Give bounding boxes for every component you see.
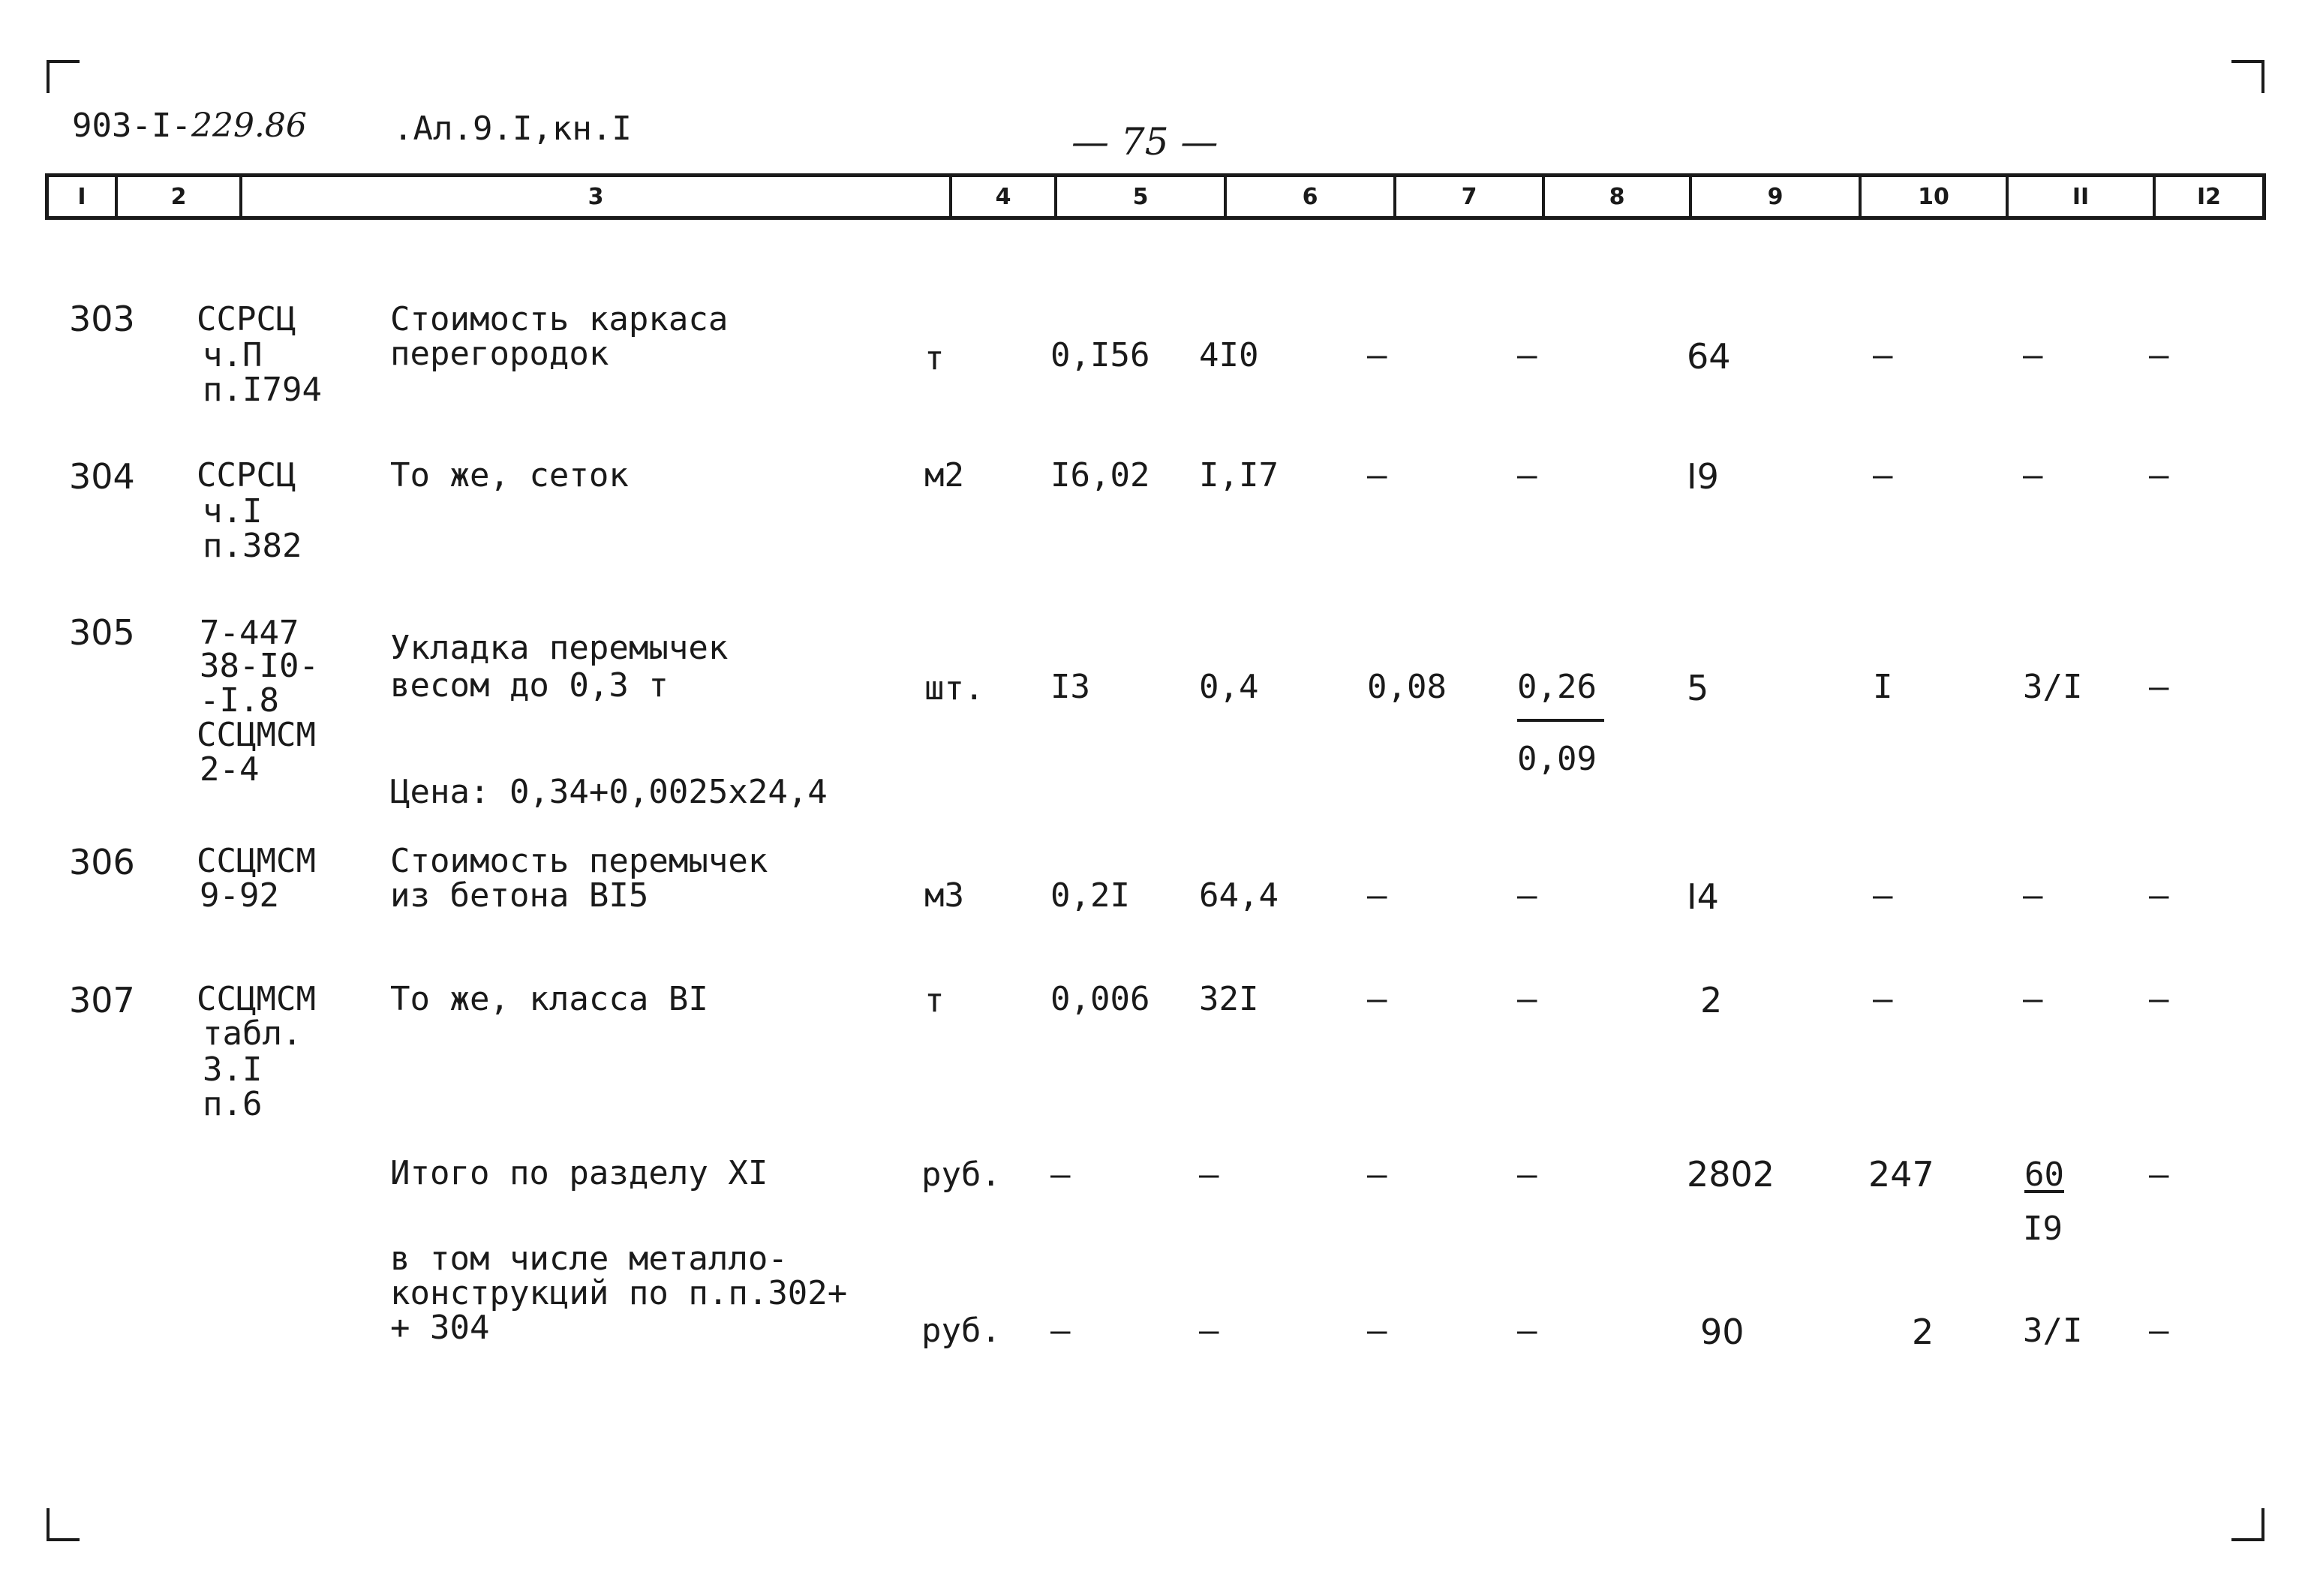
cell-col8: 0,26 xyxy=(1517,668,1597,706)
cell-col9: 64 xyxy=(1687,336,1731,377)
row-number: 305 xyxy=(69,612,135,653)
description-line: весом до 0,3 т xyxy=(390,666,669,705)
norm-code-line: ССЦМСМ xyxy=(197,716,316,754)
cell-col6: – xyxy=(1199,1156,1219,1194)
cell-col5: – xyxy=(1050,1156,1071,1194)
subtotal-label-line: + 304 xyxy=(390,1309,490,1347)
cell-col10: – xyxy=(1873,456,1893,494)
cell-col6: 32I xyxy=(1199,980,1259,1018)
cell-col10: – xyxy=(1873,336,1893,374)
norm-code-line: ч.I xyxy=(203,492,263,530)
norm-code-line: п.I794 xyxy=(203,371,322,409)
cell-col5: I6,02 xyxy=(1050,456,1150,494)
cell-col7: – xyxy=(1367,1312,1387,1350)
description-line: Стоимость каркаса xyxy=(390,300,729,338)
corner-mark-bottom-left xyxy=(47,1508,80,1541)
cell-col11: – xyxy=(2023,876,2043,915)
cell-col10: 247 xyxy=(1868,1154,1934,1195)
cell-col7: – xyxy=(1367,1156,1387,1194)
cell-col7: 0,08 xyxy=(1367,668,1447,706)
cell-col12: – xyxy=(2149,980,2169,1018)
cell-col8: – xyxy=(1517,876,1537,915)
row-number: 304 xyxy=(69,456,135,497)
description-line: То же, сеток xyxy=(390,456,629,494)
column-number: I xyxy=(77,183,86,210)
cell-col9: 2 xyxy=(1700,980,1723,1020)
cell-col9: I4 xyxy=(1687,876,1719,917)
column-number: 6 xyxy=(1224,177,1393,216)
price-note: Цена: 0,34+0,0025х24,4 xyxy=(390,773,828,811)
cell-col6: 64,4 xyxy=(1199,876,1279,915)
norm-code-line: -I.8 xyxy=(200,681,279,720)
cell-col5: 0,2I xyxy=(1050,876,1130,915)
cell-col7: – xyxy=(1367,336,1387,374)
total-label: Итого по разделу XI xyxy=(390,1154,768,1192)
corner-mark-top-left xyxy=(47,60,80,93)
description-line: Укладка перемычек xyxy=(390,629,729,667)
unit: м2 xyxy=(924,456,964,494)
corner-mark-top-right xyxy=(2231,60,2264,93)
unit: шт. xyxy=(924,669,984,708)
column-number: 8 xyxy=(1542,177,1689,216)
unit: руб. xyxy=(921,1156,1001,1194)
fraction-line xyxy=(1517,719,1604,722)
norm-code-line: ССРСЦ xyxy=(197,456,296,494)
unit: т xyxy=(924,981,945,1020)
column-number: 10 xyxy=(1859,177,2006,216)
norm-code-line: 2-4 xyxy=(200,750,260,789)
column-number: 7 xyxy=(1393,177,1542,216)
cell-col6: I,I7 xyxy=(1199,456,1279,494)
cell-col6: 4I0 xyxy=(1199,336,1259,374)
cell-col5: I3 xyxy=(1050,668,1090,706)
row-number: 306 xyxy=(69,842,135,882)
column-number: I2 xyxy=(2153,177,2262,216)
cell-col12: – xyxy=(2149,1156,2169,1194)
cell-col12: – xyxy=(2149,1312,2169,1350)
cell-col8: – xyxy=(1517,456,1537,494)
cell-col11: – xyxy=(2023,980,2043,1018)
cell-col11: 3/I xyxy=(2023,668,2083,706)
cell-col5: 0,006 xyxy=(1050,980,1150,1018)
norm-code-line: 38-I0- xyxy=(200,647,319,685)
description-line: Стоимость перемычек xyxy=(390,842,768,880)
description-line: То же, класса ВI xyxy=(390,980,708,1018)
cell-col11: 3/I xyxy=(2023,1312,2083,1350)
norm-code-line: табл. xyxy=(203,1014,302,1053)
column-number: II xyxy=(2006,177,2153,216)
cell-col6: – xyxy=(1199,1312,1219,1350)
cell-col12: – xyxy=(2149,456,2169,494)
norm-code-line: 3.I xyxy=(203,1050,263,1089)
cell-col5: – xyxy=(1050,1312,1071,1350)
cell-col7: – xyxy=(1367,456,1387,494)
subtotal-label-line: в том числе металло- xyxy=(390,1240,788,1278)
norm-code-line: ССЦМСМ xyxy=(197,842,316,880)
column-number: 3 xyxy=(239,177,949,216)
cell-col12: – xyxy=(2149,336,2169,374)
cell-col11: – xyxy=(2023,456,2043,494)
cell-col8-below: 0,09 xyxy=(1517,740,1597,778)
column-number: 9 xyxy=(1689,177,1859,216)
row-number: 303 xyxy=(69,299,135,339)
cell-col9: 5 xyxy=(1687,668,1709,708)
doc-prefix: 903-I- xyxy=(72,107,191,145)
cell-col10: – xyxy=(1873,980,1893,1018)
cell-col8: – xyxy=(1517,1156,1537,1194)
cell-col9: 90 xyxy=(1700,1312,1745,1352)
cell-col9: 2802 xyxy=(1687,1154,1775,1195)
cell-col7: – xyxy=(1367,980,1387,1018)
norm-code-line: п.6 xyxy=(203,1085,263,1123)
unit: м3 xyxy=(924,876,964,915)
norm-code-line: ССРСЦ xyxy=(197,300,296,338)
cell-col11: 60 xyxy=(2024,1156,2064,1194)
column-number: 5 xyxy=(1054,177,1224,216)
column-number-bar xyxy=(45,173,2266,220)
norm-code-line: ССЦМСМ xyxy=(197,980,316,1018)
page-number: — 75 — xyxy=(1071,120,1219,164)
cell-col10: 2 xyxy=(1912,1312,1934,1352)
cell-col12: – xyxy=(2149,876,2169,915)
document-code xyxy=(72,107,307,145)
cell-col6: 0,4 xyxy=(1199,668,1259,706)
column-number: 2 xyxy=(115,177,239,216)
cell-col7: – xyxy=(1367,876,1387,915)
cell-col8: – xyxy=(1517,336,1537,374)
unit: руб. xyxy=(921,1312,1001,1350)
cell-col12: – xyxy=(2149,668,2169,706)
cell-col8: – xyxy=(1517,1312,1537,1350)
cell-col10: – xyxy=(1873,876,1893,915)
doc-handwritten-number: 229.86 xyxy=(191,107,307,145)
corner-mark-bottom-right xyxy=(2231,1508,2264,1541)
column-number: 4 xyxy=(949,177,1054,216)
cell-col9: I9 xyxy=(1687,456,1719,497)
cell-col10: I xyxy=(1873,668,1893,706)
cell-col8: – xyxy=(1517,980,1537,1018)
description-line: перегородок xyxy=(390,335,609,373)
description-line: из бетона ВI5 xyxy=(390,876,649,915)
subtotal-label-line: конструкций по п.п.302+ xyxy=(390,1274,848,1312)
cell-col11: – xyxy=(2023,336,2043,374)
cell-col5: 0,I56 xyxy=(1050,336,1150,374)
norm-code-line: п.382 xyxy=(203,527,302,565)
row-number: 307 xyxy=(69,980,135,1020)
norm-code-line: 7-447 xyxy=(200,614,299,652)
unit: т xyxy=(924,339,945,377)
cell-col11-below: I9 xyxy=(2023,1210,2063,1248)
norm-code-line: 9-92 xyxy=(200,876,279,915)
norm-code-line: ч.П xyxy=(203,336,263,374)
document-sheet-ref: .Ал.9.I,кн.I xyxy=(393,110,632,148)
